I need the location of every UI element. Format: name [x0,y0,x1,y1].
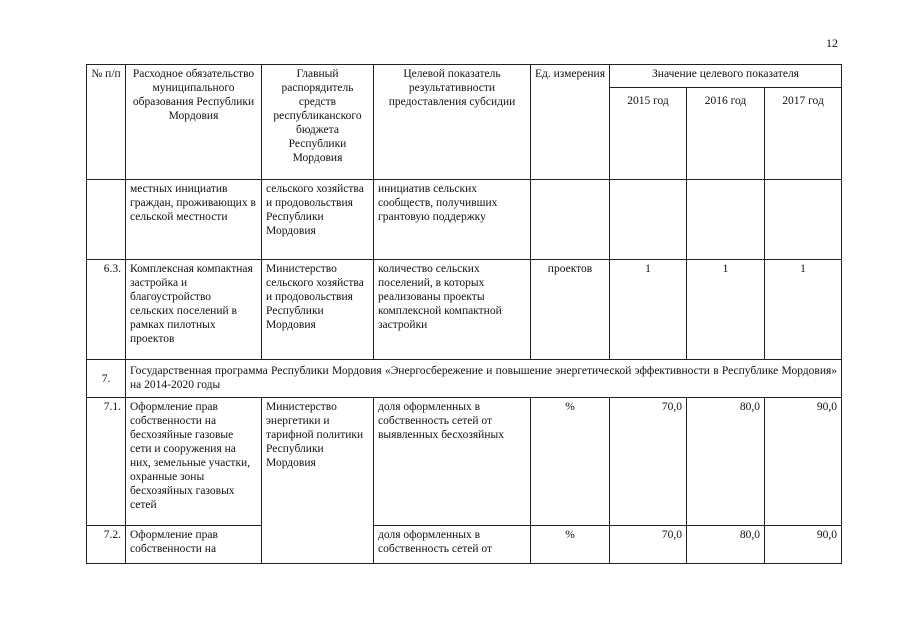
cell-no: 6.3. [87,260,126,360]
table-row-7-2 [87,526,842,564]
cell-no: 7. [87,360,126,398]
cell-2017: 1 [765,260,842,360]
cell-no: 7.2. [87,526,126,564]
header-unit: Ед. измерения [531,65,610,180]
cell-2015: 70,0 [610,526,687,564]
cell-unit: % [531,526,610,564]
header-year-2017: 2017 год [765,88,842,180]
table-row-7 [87,360,842,398]
table-row-6-3 [87,260,842,360]
cell-2015: 1 [610,260,687,360]
cell-obligation: местных инициатив граждан, проживающих в сельской местности [126,180,262,260]
cell-unit: проектов [531,260,610,360]
cell-2017: 90,0 [765,526,842,564]
table-row-continuation [87,180,842,260]
header-year-2016: 2016 год [687,88,765,180]
table-row-7-1 [87,398,842,526]
cell-program-title: Государственная программа Республики Мордовия «Энергосбережение и повышение энергетической эффективности в Республике Мордовия» на 2014-2020 годы [126,360,842,398]
cell-2015 [610,180,687,260]
page-number: 12 [826,36,838,50]
header-no: № п/п [87,65,126,180]
header-indicator: Целевой показатель результативности предоставления субсидии [374,65,531,180]
header-value-group: Значение целевого показателя [610,65,842,88]
cell-obligation: Оформление прав собственности на [126,526,262,564]
cell-2015: 70,0 [610,398,687,526]
header-obligation: Расходное обязательство муниципального образования Республики Мордовия [126,65,262,180]
cell-no: 7.1. [87,398,126,526]
cell-2017: 90,0 [765,398,842,526]
cell-obligation: Комплексная компактная застройка и благоустройство сельских поселений в рамках пилотных проектов [126,260,262,360]
cell-manager: Министерство сельского хозяйства и продовольствия Республики Мордовия [262,260,374,360]
header-manager: Главный распорядитель средств республиканского бюджета Республики Мордовия [262,65,374,180]
cell-unit: % [531,398,610,526]
header-year-2015: 2015 год [610,88,687,180]
target-indicators-table [86,64,842,564]
cell-indicator: доля оформленных в собственность сетей от выявленных бесхозяйных [374,398,531,526]
cell-no [87,180,126,260]
cell-manager: Министерство энергетики и тарифной политики Республики Мордовия [262,398,374,564]
cell-indicator: инициатив сельских сообществ, получивших грантовую поддержку [374,180,531,260]
cell-2016 [687,180,765,260]
cell-2016: 80,0 [687,526,765,564]
cell-unit [531,180,610,260]
cell-2016: 1 [687,260,765,360]
cell-2017 [765,180,842,260]
cell-obligation: Оформление прав собственности на бесхозяйные газовые сети и сооружения на них, земельные участки, охранные зоны бесхозяйных газовых сетей [126,398,262,526]
cell-manager: сельского хозяйства и продовольствия Республики Мордовия [262,180,374,260]
cell-indicator: количество сельских поселений, в которых реализованы проекты комплексной компактной застройки [374,260,531,360]
cell-indicator: доля оформленных в собственность сетей от [374,526,531,564]
table-header-row [87,65,842,88]
cell-2016: 80,0 [687,398,765,526]
